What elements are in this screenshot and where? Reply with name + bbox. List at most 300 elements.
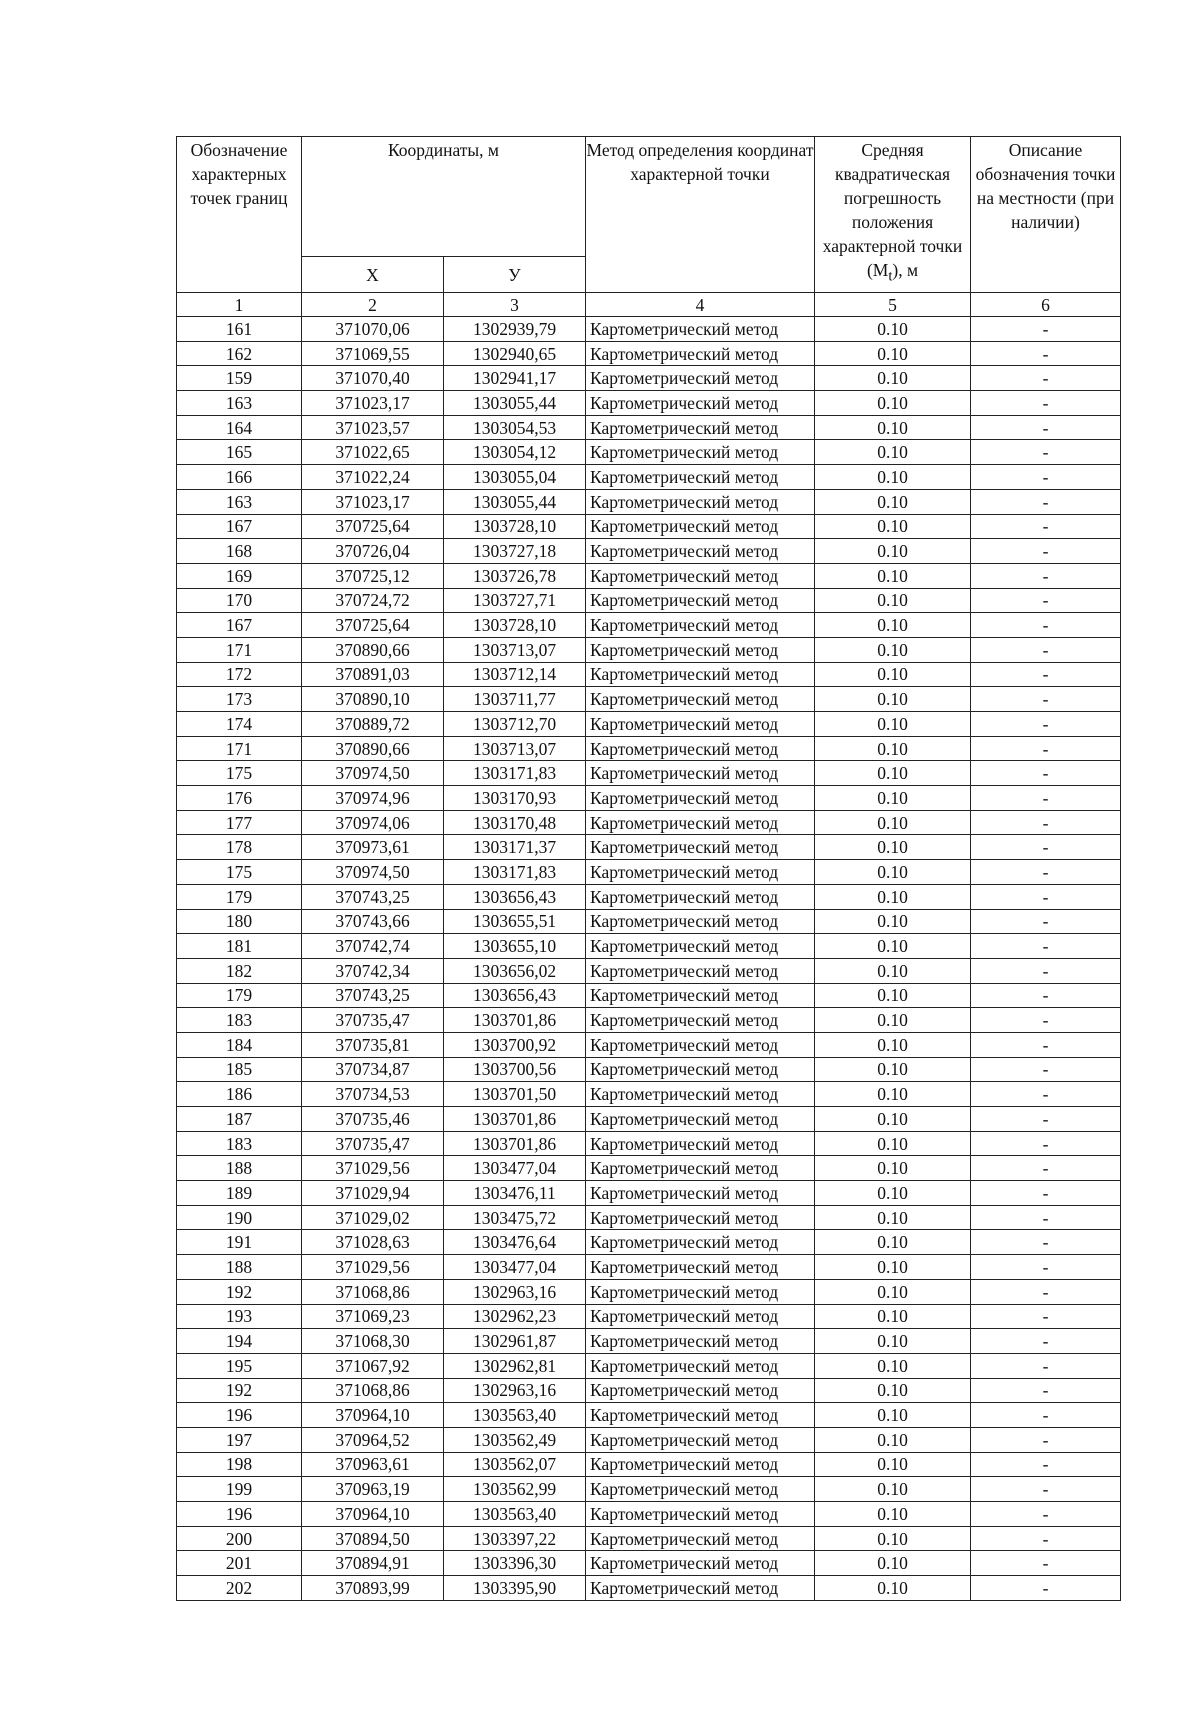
table-body — [177, 317, 1121, 1601]
point-cell: 181 — [177, 934, 302, 959]
method-cell: Картометрический метод — [586, 810, 815, 835]
x-cell: 371070,40 — [302, 366, 444, 391]
y-cell: 1303713,07 — [444, 736, 586, 761]
x-cell: 370725,64 — [302, 613, 444, 638]
x-cell: 370735,47 — [302, 1008, 444, 1033]
method-cell: Картометрический метод — [586, 1526, 815, 1551]
description-cell: - — [971, 1156, 1121, 1181]
description-cell: - — [971, 1255, 1121, 1280]
header-mean-error-subscript: t — [888, 268, 893, 285]
point-cell: 192 — [177, 1279, 302, 1304]
error-cell: 0.10 — [815, 786, 971, 811]
description-cell: - — [971, 958, 1121, 983]
method-cell: Картометрический метод — [586, 415, 815, 440]
table-row — [177, 1427, 1121, 1452]
table-row — [177, 662, 1121, 687]
error-cell: 0.10 — [815, 1378, 971, 1403]
x-cell: 371029,56 — [302, 1156, 444, 1181]
y-cell: 1303476,64 — [444, 1230, 586, 1255]
error-cell: 0.10 — [815, 1008, 971, 1033]
y-cell: 1303727,18 — [444, 539, 586, 564]
point-cell: 163 — [177, 391, 302, 416]
point-cell: 163 — [177, 489, 302, 514]
method-cell: Картометрический метод — [586, 1156, 815, 1181]
y-cell: 1303701,86 — [444, 1008, 586, 1033]
description-cell: - — [971, 1205, 1121, 1230]
description-cell: - — [971, 317, 1121, 342]
y-cell: 1302940,65 — [444, 341, 586, 366]
description-cell: - — [971, 687, 1121, 712]
point-cell: 191 — [177, 1230, 302, 1255]
header-x: X — [302, 257, 444, 293]
point-cell: 166 — [177, 465, 302, 490]
y-cell: 1303562,49 — [444, 1427, 586, 1452]
x-cell: 371069,23 — [302, 1304, 444, 1329]
table-row — [177, 1032, 1121, 1057]
method-cell: Картометрический метод — [586, 1477, 815, 1502]
error-cell: 0.10 — [815, 934, 971, 959]
error-cell: 0.10 — [815, 539, 971, 564]
y-cell: 1303655,10 — [444, 934, 586, 959]
column-number-cell: 5 — [815, 293, 971, 317]
x-cell: 370890,10 — [302, 687, 444, 712]
point-cell: 173 — [177, 687, 302, 712]
error-cell: 0.10 — [815, 341, 971, 366]
method-cell: Картометрический метод — [586, 1205, 815, 1230]
point-cell: 188 — [177, 1255, 302, 1280]
description-cell: - — [971, 1032, 1121, 1057]
x-cell: 370735,81 — [302, 1032, 444, 1057]
description-cell: - — [971, 909, 1121, 934]
error-cell: 0.10 — [815, 1032, 971, 1057]
error-cell: 0.10 — [815, 1107, 971, 1132]
y-cell: 1303476,11 — [444, 1181, 586, 1206]
table-row — [177, 810, 1121, 835]
description-cell: - — [971, 489, 1121, 514]
table-row — [177, 317, 1121, 342]
x-cell: 370890,66 — [302, 736, 444, 761]
error-cell: 0.10 — [815, 489, 971, 514]
method-cell: Картометрический метод — [586, 588, 815, 613]
method-cell: Картометрический метод — [586, 1082, 815, 1107]
table-row — [177, 1107, 1121, 1132]
y-cell: 1302961,87 — [444, 1329, 586, 1354]
point-cell: 199 — [177, 1477, 302, 1502]
description-cell: - — [971, 341, 1121, 366]
point-cell: 202 — [177, 1576, 302, 1601]
y-cell: 1303171,83 — [444, 860, 586, 885]
header-mean-error-text: Средняя квадратическая погрешность положения характерной точки (M — [822, 140, 963, 280]
error-cell: 0.10 — [815, 1082, 971, 1107]
x-cell: 371029,94 — [302, 1181, 444, 1206]
table-row — [177, 1181, 1121, 1206]
table-row — [177, 613, 1121, 638]
y-cell: 1303655,51 — [444, 909, 586, 934]
point-cell: 198 — [177, 1452, 302, 1477]
table-row — [177, 761, 1121, 786]
x-cell: 370725,64 — [302, 514, 444, 539]
method-cell: Картометрический метод — [586, 1230, 815, 1255]
table-row — [177, 1205, 1121, 1230]
table-row — [177, 1403, 1121, 1428]
x-cell: 370964,52 — [302, 1427, 444, 1452]
method-cell: Картометрический метод — [586, 1551, 815, 1576]
error-cell: 0.10 — [815, 440, 971, 465]
x-cell: 370963,19 — [302, 1477, 444, 1502]
point-cell: 197 — [177, 1427, 302, 1452]
y-cell: 1303397,22 — [444, 1526, 586, 1551]
table-row — [177, 1378, 1121, 1403]
x-cell: 370974,96 — [302, 786, 444, 811]
point-cell: 195 — [177, 1353, 302, 1378]
description-cell: - — [971, 1279, 1121, 1304]
error-cell: 0.10 — [815, 1551, 971, 1576]
column-number-cell: 6 — [971, 293, 1121, 317]
error-cell: 0.10 — [815, 415, 971, 440]
x-cell: 370743,25 — [302, 884, 444, 909]
method-cell: Картометрический метод — [586, 712, 815, 737]
x-cell: 371023,57 — [302, 415, 444, 440]
x-cell: 371069,55 — [302, 341, 444, 366]
header-description: Описание обозначения точки на местности (при наличии) — [971, 137, 1121, 293]
error-cell: 0.10 — [815, 465, 971, 490]
method-cell: Картометрический метод — [586, 637, 815, 662]
method-cell: Картометрический метод — [586, 1353, 815, 1378]
header-y: У — [444, 257, 586, 293]
method-cell: Картометрический метод — [586, 1378, 815, 1403]
x-cell: 370734,87 — [302, 1057, 444, 1082]
x-cell: 370974,06 — [302, 810, 444, 835]
x-cell: 370890,66 — [302, 637, 444, 662]
header-method: Метод определения координат характерной точки — [586, 137, 815, 293]
x-cell: 370743,66 — [302, 909, 444, 934]
method-cell: Картометрический метод — [586, 761, 815, 786]
method-cell: Картометрический метод — [586, 1107, 815, 1132]
x-cell: 371023,17 — [302, 391, 444, 416]
table-row — [177, 1551, 1121, 1576]
table-row — [177, 736, 1121, 761]
description-cell: - — [971, 415, 1121, 440]
point-cell: 187 — [177, 1107, 302, 1132]
error-cell: 0.10 — [815, 613, 971, 638]
point-cell: 180 — [177, 909, 302, 934]
description-cell: - — [971, 983, 1121, 1008]
table-row — [177, 637, 1121, 662]
x-cell: 371029,02 — [302, 1205, 444, 1230]
error-cell: 0.10 — [815, 1452, 971, 1477]
error-cell: 0.10 — [815, 317, 971, 342]
description-cell: - — [971, 761, 1121, 786]
description-cell: - — [971, 1551, 1121, 1576]
y-cell: 1303477,04 — [444, 1156, 586, 1181]
description-cell: - — [971, 662, 1121, 687]
table-row — [177, 983, 1121, 1008]
x-cell: 370734,53 — [302, 1082, 444, 1107]
point-cell: 170 — [177, 588, 302, 613]
error-cell: 0.10 — [815, 835, 971, 860]
table-row — [177, 1230, 1121, 1255]
description-cell: - — [971, 810, 1121, 835]
table-row — [177, 391, 1121, 416]
error-cell: 0.10 — [815, 366, 971, 391]
x-cell: 371022,65 — [302, 440, 444, 465]
method-cell: Картометрический метод — [586, 465, 815, 490]
point-cell: 171 — [177, 637, 302, 662]
table-row — [177, 588, 1121, 613]
error-cell: 0.10 — [815, 1576, 971, 1601]
x-cell: 370742,34 — [302, 958, 444, 983]
y-cell: 1303656,43 — [444, 884, 586, 909]
table-row — [177, 1452, 1121, 1477]
method-cell: Картометрический метод — [586, 934, 815, 959]
point-cell: 168 — [177, 539, 302, 564]
point-cell: 167 — [177, 613, 302, 638]
error-cell: 0.10 — [815, 687, 971, 712]
y-cell: 1303055,44 — [444, 391, 586, 416]
description-cell: - — [971, 1329, 1121, 1354]
error-cell: 0.10 — [815, 1477, 971, 1502]
method-cell: Картометрический метод — [586, 341, 815, 366]
point-cell: 188 — [177, 1156, 302, 1181]
error-cell: 0.10 — [815, 662, 971, 687]
method-cell: Картометрический метод — [586, 860, 815, 885]
y-cell: 1303170,93 — [444, 786, 586, 811]
x-cell: 370973,61 — [302, 835, 444, 860]
point-cell: 185 — [177, 1057, 302, 1082]
table-row — [177, 1156, 1121, 1181]
error-cell: 0.10 — [815, 761, 971, 786]
y-cell: 1303055,04 — [444, 465, 586, 490]
point-cell: 171 — [177, 736, 302, 761]
error-cell: 0.10 — [815, 1304, 971, 1329]
description-cell: - — [971, 736, 1121, 761]
y-cell: 1303701,50 — [444, 1082, 586, 1107]
y-cell: 1302963,16 — [444, 1279, 586, 1304]
description-cell: - — [971, 712, 1121, 737]
method-cell: Картометрический метод — [586, 563, 815, 588]
error-cell: 0.10 — [815, 909, 971, 934]
description-cell: - — [971, 539, 1121, 564]
x-cell: 370725,12 — [302, 563, 444, 588]
table-row — [177, 786, 1121, 811]
method-cell: Картометрический метод — [586, 489, 815, 514]
y-cell: 1303396,30 — [444, 1551, 586, 1576]
y-cell: 1302962,81 — [444, 1353, 586, 1378]
method-cell: Картометрический метод — [586, 662, 815, 687]
description-cell: - — [971, 1353, 1121, 1378]
description-cell: - — [971, 440, 1121, 465]
point-cell: 167 — [177, 514, 302, 539]
table-row — [177, 884, 1121, 909]
method-cell: Картометрический метод — [586, 1057, 815, 1082]
description-cell: - — [971, 465, 1121, 490]
error-cell: 0.10 — [815, 860, 971, 885]
table-row — [177, 1304, 1121, 1329]
description-cell: - — [971, 786, 1121, 811]
method-cell: Картометрический метод — [586, 366, 815, 391]
error-cell: 0.10 — [815, 1205, 971, 1230]
table-row — [177, 489, 1121, 514]
y-cell: 1303713,07 — [444, 637, 586, 662]
y-cell: 1303712,14 — [444, 662, 586, 687]
point-cell: 176 — [177, 786, 302, 811]
method-cell: Картометрический метод — [586, 909, 815, 934]
point-cell: 183 — [177, 1008, 302, 1033]
y-cell: 1303054,53 — [444, 415, 586, 440]
description-cell: - — [971, 1131, 1121, 1156]
table-row — [177, 909, 1121, 934]
y-cell: 1303700,56 — [444, 1057, 586, 1082]
point-cell: 192 — [177, 1378, 302, 1403]
x-cell: 371023,17 — [302, 489, 444, 514]
method-cell: Картометрический метод — [586, 983, 815, 1008]
x-cell: 370726,04 — [302, 539, 444, 564]
x-cell: 370974,50 — [302, 761, 444, 786]
y-cell: 1303171,37 — [444, 835, 586, 860]
description-cell: - — [971, 934, 1121, 959]
point-cell: 196 — [177, 1403, 302, 1428]
table-row — [177, 1008, 1121, 1033]
description-cell: - — [971, 835, 1121, 860]
x-cell: 370893,99 — [302, 1576, 444, 1601]
x-cell: 371068,86 — [302, 1378, 444, 1403]
y-cell: 1302963,16 — [444, 1378, 586, 1403]
table-row — [177, 1353, 1121, 1378]
point-cell: 201 — [177, 1551, 302, 1576]
y-cell: 1303728,10 — [444, 613, 586, 638]
y-cell: 1303562,99 — [444, 1477, 586, 1502]
point-cell: 177 — [177, 810, 302, 835]
header-coordinates: Координаты, м — [302, 137, 586, 257]
method-cell: Картометрический метод — [586, 440, 815, 465]
description-cell: - — [971, 1304, 1121, 1329]
method-cell: Картометрический метод — [586, 786, 815, 811]
point-cell: 169 — [177, 563, 302, 588]
error-cell: 0.10 — [815, 1502, 971, 1527]
table-row — [177, 1329, 1121, 1354]
method-cell: Картометрический метод — [586, 687, 815, 712]
x-cell: 370964,10 — [302, 1502, 444, 1527]
y-cell: 1303055,44 — [444, 489, 586, 514]
error-cell: 0.10 — [815, 1329, 971, 1354]
description-cell: - — [971, 637, 1121, 662]
error-cell: 0.10 — [815, 514, 971, 539]
table-row — [177, 1057, 1121, 1082]
description-cell: - — [971, 563, 1121, 588]
description-cell: - — [971, 1082, 1121, 1107]
method-cell: Картометрический метод — [586, 736, 815, 761]
description-cell: - — [971, 1107, 1121, 1132]
description-cell: - — [971, 1576, 1121, 1601]
description-cell: - — [971, 613, 1121, 638]
header-mean-error — [815, 137, 971, 293]
method-cell: Картометрический метод — [586, 514, 815, 539]
y-cell: 1303711,77 — [444, 687, 586, 712]
error-cell: 0.10 — [815, 1279, 971, 1304]
method-cell: Картометрический метод — [586, 1279, 815, 1304]
y-cell: 1303712,70 — [444, 712, 586, 737]
point-cell: 162 — [177, 341, 302, 366]
description-cell: - — [971, 588, 1121, 613]
table-row — [177, 1526, 1121, 1551]
table-row — [177, 958, 1121, 983]
column-number-cell: 1 — [177, 293, 302, 317]
point-cell: 172 — [177, 662, 302, 687]
x-cell: 370894,91 — [302, 1551, 444, 1576]
y-cell: 1303727,71 — [444, 588, 586, 613]
point-cell: 184 — [177, 1032, 302, 1057]
error-cell: 0.10 — [815, 391, 971, 416]
y-cell: 1303171,83 — [444, 761, 586, 786]
point-cell: 179 — [177, 884, 302, 909]
method-cell: Картометрический метод — [586, 391, 815, 416]
description-cell: - — [971, 1378, 1121, 1403]
description-cell: - — [971, 1181, 1121, 1206]
method-cell: Картометрический метод — [586, 1329, 815, 1354]
description-cell: - — [971, 1477, 1121, 1502]
description-cell: - — [971, 1057, 1121, 1082]
point-cell: 182 — [177, 958, 302, 983]
table-row — [177, 341, 1121, 366]
y-cell: 1303562,07 — [444, 1452, 586, 1477]
column-number-cell: 2 — [302, 293, 444, 317]
point-cell: 179 — [177, 983, 302, 1008]
description-cell: - — [971, 1502, 1121, 1527]
x-cell: 370974,50 — [302, 860, 444, 885]
table-row — [177, 1255, 1121, 1280]
point-cell: 189 — [177, 1181, 302, 1206]
error-cell: 0.10 — [815, 1181, 971, 1206]
description-cell: - — [971, 366, 1121, 391]
y-cell: 1303700,92 — [444, 1032, 586, 1057]
method-cell: Картометрический метод — [586, 1304, 815, 1329]
method-cell: Картометрический метод — [586, 1181, 815, 1206]
point-cell: 193 — [177, 1304, 302, 1329]
x-cell: 371029,56 — [302, 1255, 444, 1280]
y-cell: 1303477,04 — [444, 1255, 586, 1280]
x-cell: 371068,86 — [302, 1279, 444, 1304]
method-cell: Картометрический метод — [586, 1502, 815, 1527]
y-cell: 1303726,78 — [444, 563, 586, 588]
description-cell: - — [971, 1452, 1121, 1477]
error-cell: 0.10 — [815, 1526, 971, 1551]
error-cell: 0.10 — [815, 958, 971, 983]
table-row — [177, 563, 1121, 588]
method-cell: Картометрический метод — [586, 539, 815, 564]
description-cell: - — [971, 514, 1121, 539]
point-cell: 165 — [177, 440, 302, 465]
error-cell: 0.10 — [815, 983, 971, 1008]
y-cell: 1303656,43 — [444, 983, 586, 1008]
point-cell: 190 — [177, 1205, 302, 1230]
method-cell: Картометрический метод — [586, 1427, 815, 1452]
x-cell: 370735,47 — [302, 1131, 444, 1156]
method-cell: Картометрический метод — [586, 884, 815, 909]
x-cell: 371068,30 — [302, 1329, 444, 1354]
error-cell: 0.10 — [815, 736, 971, 761]
method-cell: Картометрический метод — [586, 1032, 815, 1057]
table-row — [177, 539, 1121, 564]
description-cell: - — [971, 884, 1121, 909]
x-cell: 371067,92 — [302, 1353, 444, 1378]
y-cell: 1303395,90 — [444, 1576, 586, 1601]
method-cell: Картометрический метод — [586, 1403, 815, 1428]
x-cell: 370894,50 — [302, 1526, 444, 1551]
description-cell: - — [971, 1526, 1121, 1551]
x-cell: 370889,72 — [302, 712, 444, 737]
error-cell: 0.10 — [815, 712, 971, 737]
error-cell: 0.10 — [815, 884, 971, 909]
